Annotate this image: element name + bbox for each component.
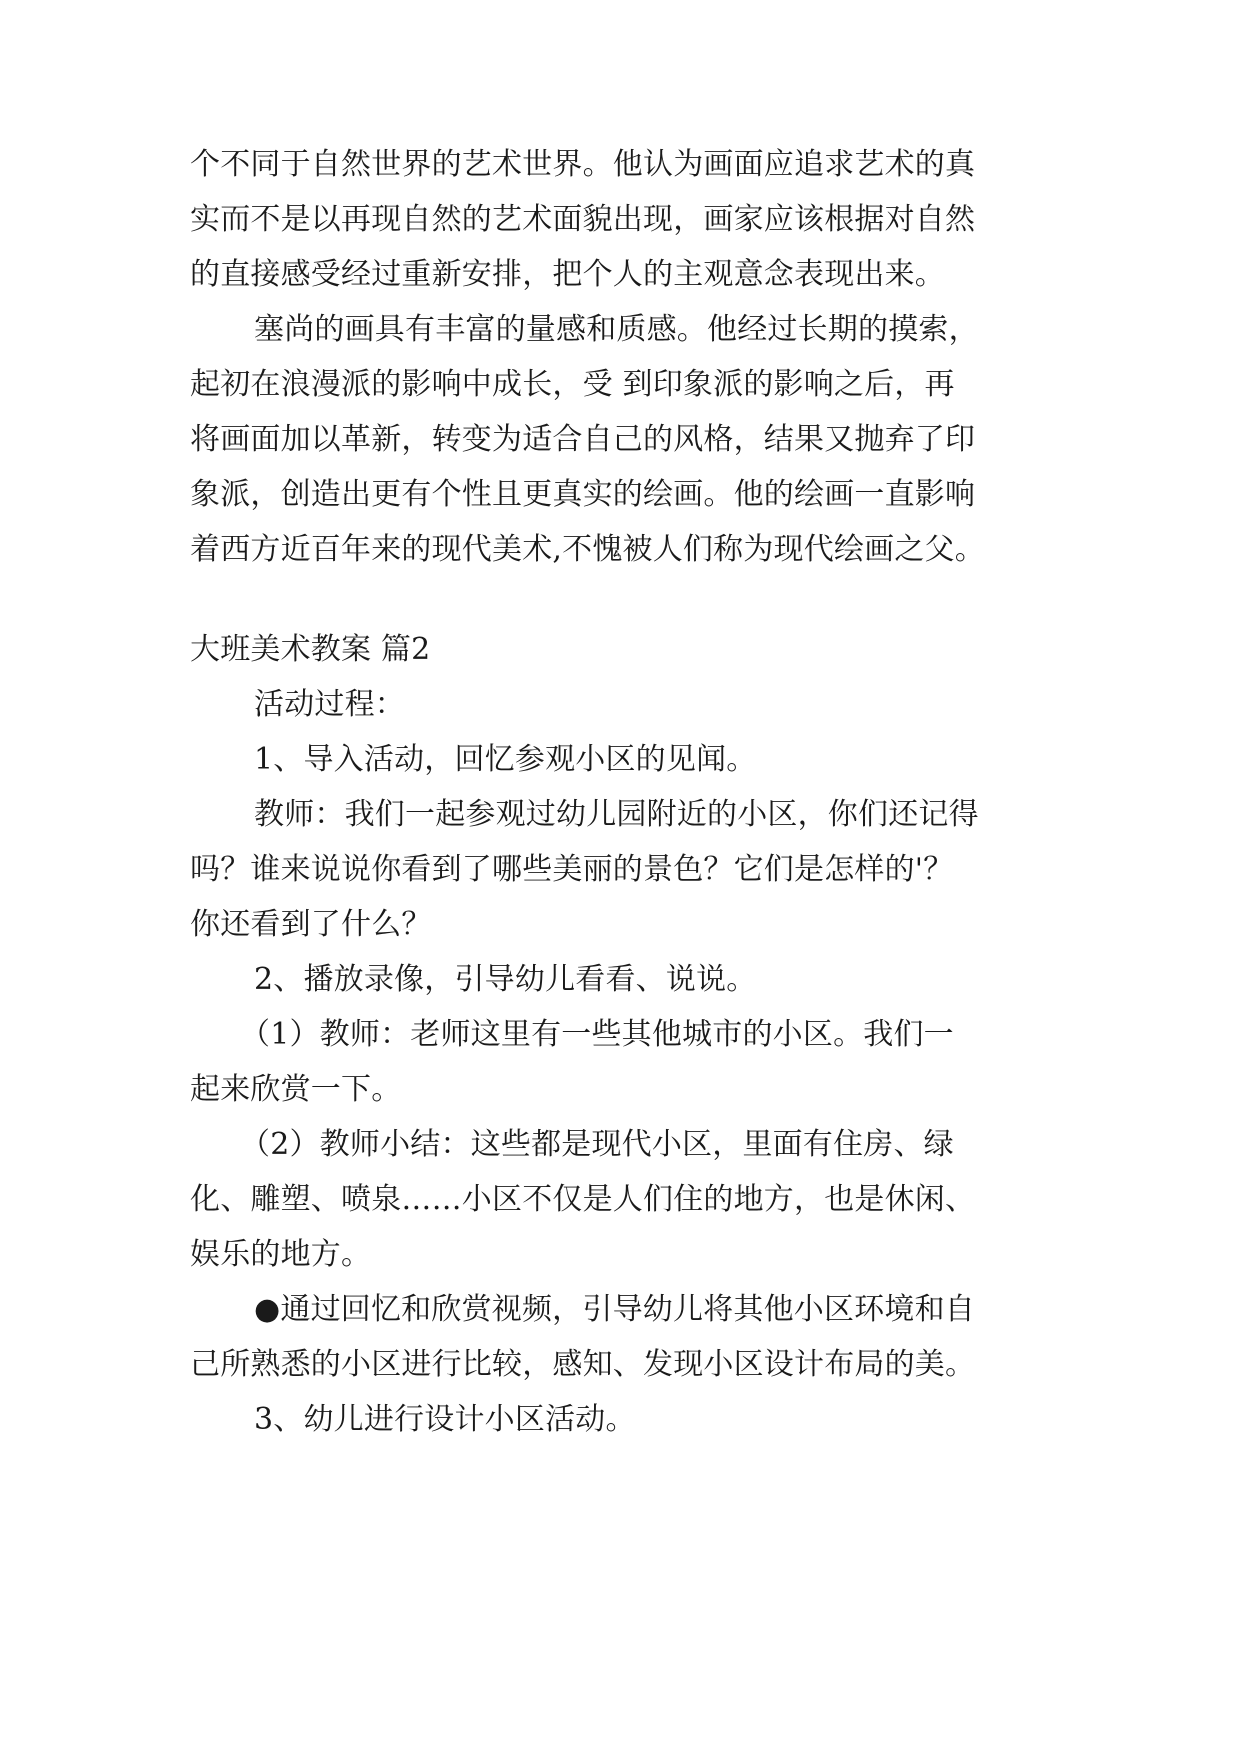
paragraph-line: 己所熟悉的小区进行比较，感知、发现小区设计布局的美。 <box>190 1347 976 1382</box>
paragraph-line: 起来欣赏一下。 <box>190 1072 402 1107</box>
paragraph-line: 塞尚的画具有丰富的量感和质感。他经过长期的摸索， <box>254 312 979 347</box>
paragraph-line: 将画面加以革新，转变为适合自己的风格，结果又抛弃了印 <box>190 422 976 457</box>
paragraph-line: 象派，创造出更有个性且更真实的绘画。他的绘画一直影响 <box>190 477 976 512</box>
paragraph-line: ●通过回忆和欣赏视频，引导幼儿将其他小区环境和自 <box>254 1292 975 1327</box>
paragraph-line: 教师：我们一起参观过幼儿园附近的小区，你们还记得 <box>254 797 979 832</box>
section-heading: 大班美术教案 篇2 <box>190 632 431 667</box>
paragraph-line: 你还看到了什么？ <box>190 907 432 942</box>
paragraph-line: 2、播放录像，引导幼儿看看、说说。 <box>254 962 757 997</box>
paragraph-line: 着西方近百年来的现代美术,不愧被人们称为现代绘画之父。 <box>190 532 985 567</box>
paragraph-line: 1、导入活动，回忆参观小区的见闻。 <box>254 742 757 777</box>
paragraph-line: 个不同于自然世界的艺术世界。他认为画面应追求艺术的真 <box>190 147 976 182</box>
paragraph-line: （1）教师：老师这里有一些其他城市的小区。我们一 <box>240 1017 954 1052</box>
paragraph-line: 娱乐的地方。 <box>190 1237 372 1272</box>
paragraph-line: 吗？谁来说说你看到了哪些美丽的景色？它们是怎样的'？ <box>190 852 954 887</box>
paragraph-line: （2）教师小结：这些都是现代小区，里面有住房、绿 <box>240 1127 954 1162</box>
paragraph-line: 化、雕塑、喷泉……小区不仅是人们住的地方，也是休闲、 <box>190 1182 976 1217</box>
paragraph-line: 起初在浪漫派的影响中成长，受 到印象派的影响之后，再 <box>190 367 955 402</box>
paragraph-line: 实而不是以再现自然的艺术面貌出现，画家应该根据对自然 <box>190 202 976 237</box>
paragraph-line: 的直接感受经过重新安排，把个人的主观意念表现出来。 <box>190 257 945 292</box>
paragraph-line: 3、幼儿进行设计小区活动。 <box>254 1402 636 1437</box>
paragraph-line: 活动过程： <box>254 687 405 722</box>
